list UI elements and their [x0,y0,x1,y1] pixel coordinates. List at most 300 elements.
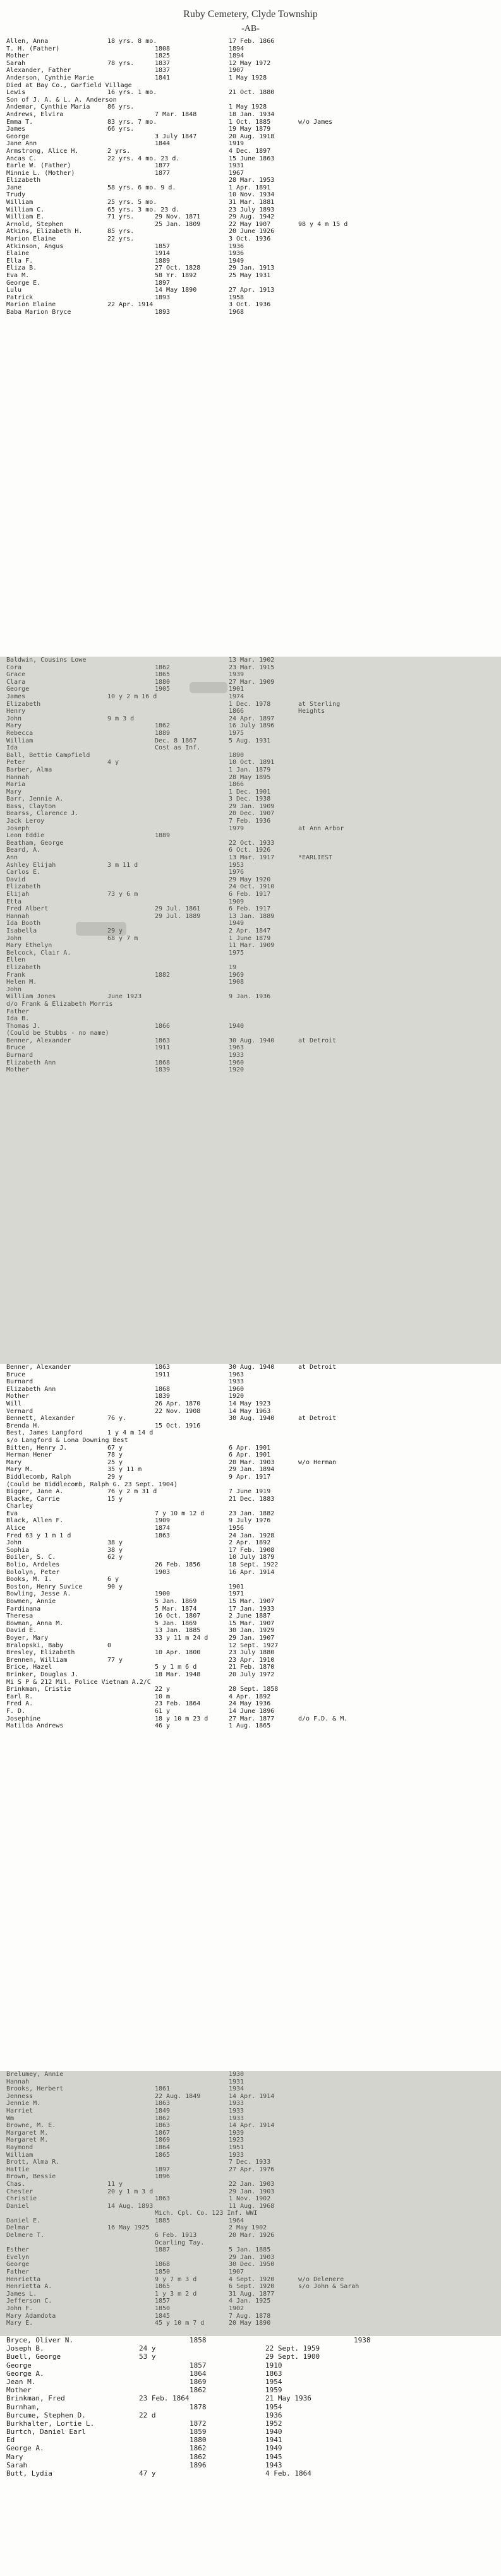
burial-record [0,1679,501,1686]
record-name: Biddlecomb, Ralph [6,1473,71,1481]
burial-record [0,250,501,258]
burial-record [0,715,501,723]
burial-record [0,1001,501,1008]
burial-record [0,2320,501,2327]
burial-record [0,766,501,774]
burial-record [0,744,501,752]
record-birth: 1859 [190,2428,207,2436]
burial-record [0,1437,501,1445]
record-name: Bigger, Jane A. [6,1488,64,1496]
burial-record [0,2078,501,2086]
burial-record [0,2173,501,2181]
record-name: Thomas J. [6,1022,41,1030]
record-birth: 10 m [155,1693,171,1700]
record-birth: 1865 [155,2151,171,2159]
burial-record [0,1052,501,1059]
record-name: F. D. [6,1707,26,1715]
record-age: 23 Feb. 1864 [139,2394,190,2403]
record-name: James L. [6,2290,37,2298]
record-name: Clara [6,678,26,686]
record-name: Benner, Alexander [6,1364,71,1371]
burial-record [0,2085,501,2093]
record-death: 1933 [229,2151,244,2159]
burial-record [0,1569,501,1577]
record-death: 1954 [265,2377,282,2386]
record-death: 1941 [265,2436,282,2445]
record-name: Elijah [6,891,30,898]
record-name: James [6,126,26,133]
burial-record [0,206,501,214]
record-death: 1901 [229,1583,244,1590]
record-birth: 5 y 1 m 6 d [155,1664,197,1671]
record-death: 5 Jan. 1885 [229,2246,271,2254]
record-name: George [6,2361,32,2370]
record-death: 1945 [265,2452,282,2461]
record-name: Jean M. [6,2377,36,2386]
burial-record [0,2246,501,2254]
burial-record [0,272,501,280]
record-death: 1976 [229,869,244,876]
record-death: 30 Dec. 1950 [229,2261,275,2269]
record-name: Atkins, Elizabeth H. [6,228,83,236]
record-name: David E. [6,1627,37,1635]
record-name: Frank [6,971,26,979]
record-birth: 1849 [155,2107,171,2114]
record-death: 28 Sept. 1858 [229,1686,279,1693]
record-name: Earl R. [6,1693,33,1700]
record-name: Peter [6,759,26,766]
record-name: Mary Ethelyn [6,942,52,950]
record-name: Raymond [6,2144,33,2151]
record-death: 31 Mar. 1881 [229,199,275,206]
record-birth: 1857 [155,2298,171,2305]
burial-record [0,1459,501,1467]
record-name: Fred Albert [6,905,49,913]
record-name: Bololyn, Peter [6,1568,60,1576]
record-name: Ella F. [6,257,33,265]
record-name: William Jones [6,993,56,1001]
record-birth: 1897 [155,279,171,287]
record-name: David [6,876,26,883]
record-name: Beard, A. [6,847,41,854]
burial-record [0,854,501,862]
record-death: 12 May 1972 [229,59,271,67]
record-death: 1 Nov. 1902 [229,2195,271,2203]
record-death: 19 [229,963,237,971]
record-death: 1968 [229,308,244,316]
record-name: Bennett, Alexander [6,1415,75,1422]
burial-record [0,1620,501,1628]
page-header [0,9,501,34]
record-birth: 1911 [155,1044,171,1052]
record-death: 1971 [229,1590,244,1598]
record-name: Burnard [6,1378,33,1386]
record-death: 1963 [229,1044,244,1052]
record-name: Boston, Henry Suvice [6,1583,83,1590]
record-birth: 9 y 7 m 3 d [155,2275,197,2283]
burial-record [0,1023,501,1030]
record-death: 1931 [229,2078,244,2085]
record-birth: 1857 [190,2361,207,2370]
burial-record [0,1408,501,1416]
burial-record [0,708,501,715]
burial-record [0,840,501,847]
record-name: Bruce [6,1371,26,1378]
burial-record [0,1561,501,1569]
burial-record [0,2137,501,2144]
record-age: 90 y [107,1583,123,1590]
record-name: Bass, Clayton [6,802,56,810]
burial-record [0,1700,501,1708]
record-death: 1951 [229,2144,244,2151]
burial-record [0,126,501,133]
record-name: Henrietta [6,2275,41,2283]
burial-record [0,1532,501,1540]
record-death: 1933 [229,2114,244,2122]
record-death: 1920 [229,1066,244,1074]
record-birth: 1839 [155,1393,171,1400]
record-death: 3 Dec. 1938 [229,796,271,803]
record-death: 2 June 1887 [229,1613,271,1620]
record-birth: 1889 [155,729,171,737]
burial-record [0,2130,501,2137]
record-birth: 1866 [155,1022,171,1030]
record-birth: 58 Yr. 1892 [155,272,197,279]
record-name: Marion Elaine [6,236,56,243]
record-birth: 1862 [190,2386,207,2395]
burial-record [0,2419,501,2428]
burial-record [0,1415,501,1422]
record-death: 1901 [229,686,244,693]
record-name: Ida Booth [6,920,41,927]
record-birth: Mich. Cpl. Co. 123 Inf. WWI [155,2210,258,2217]
record-death: 1936 [229,250,244,258]
record-death: 30 Aug. 1940 [229,1415,275,1422]
record-name: Bruce [6,1044,26,1052]
record-name: Vernard [6,1407,33,1415]
burial-record [0,2122,501,2130]
burial-record [0,671,501,679]
burial-record [0,1657,501,1664]
record-name: Mary Adamdota [6,2312,56,2320]
record-birth: 1861 [155,2085,171,2093]
record-birth: 1837 [155,67,171,75]
record-death: 10 Nov. 1934 [229,191,275,199]
record-name: Sarah [6,59,26,67]
record-death: 29 Jan. 1903 [229,2253,275,2261]
burial-record [0,177,501,184]
record-name: Fred 63 y 1 m 1 d [6,1532,71,1539]
record-death: 23 Apr. 1910 [229,1656,275,1664]
burial-record [0,52,501,60]
record-birth: 1880 [155,678,171,686]
record-age: 16 yrs. 1 mo. [107,89,157,97]
record-death: 24 Apr. 1897 [229,715,275,722]
record-name: Burcume, Stephen D. [6,2411,86,2419]
record-death: 1956 [229,1525,244,1532]
burial-record [0,1693,501,1701]
record-age: 14 Aug. 1893 [107,2202,154,2210]
burial-record [0,1496,501,1503]
record-death: 29 Jan. 1907 [229,1634,275,1642]
burial-record [0,950,501,957]
burial-record [0,964,501,972]
record-death: 27 Mar. 1909 [229,678,275,686]
record-name: Belcock, Clair A. [6,949,71,957]
record-death: 3 Oct. 1936 [229,301,271,309]
burial-record [0,1583,501,1591]
record-name: Fardinana [6,1605,41,1613]
record-age: 9 m 3 d [107,715,135,722]
record-birth: 7 y 10 m 12 d [155,1510,205,1517]
record-age: 4 y [107,759,119,766]
record-name: Anderson, Cynthie Marie [6,74,94,81]
record-death: 25 May 1931 [229,272,271,279]
burial-record [0,1466,501,1474]
record-birth: 10 Apr. 1800 [155,1649,201,1657]
burial-record [0,2210,501,2217]
record-death: 22 Sept. 1959 [265,2344,320,2353]
record-birth: 33 y 11 m 24 d [155,1634,208,1642]
record-name: Theresa [6,1613,33,1620]
burial-record [0,1386,501,1393]
burial-record [0,1422,501,1430]
record-birth: 61 y [155,1707,171,1715]
record-note: Heights [298,708,325,715]
record-death: 9 Apr. 1917 [229,1473,271,1481]
record-name: Atkinson, Angus [6,242,64,250]
burial-record [0,1015,501,1023]
record-death: 1940 [265,2428,282,2436]
burial-record [0,1664,501,1671]
record-death: 10 July 1879 [229,1554,275,1561]
record-name: Books, M. I. [6,1576,52,1583]
burial-record [0,60,501,68]
burial-record [0,883,501,891]
record-birth: 29 Nov. 1871 [155,213,201,221]
record-death: 4 Jan. 1925 [229,2298,271,2305]
record-age: 86 yrs. [107,104,135,111]
burial-record [0,2115,501,2123]
burial-record [0,686,501,693]
record-name: Bolio, Ardeles [6,1561,60,1569]
burial-record [0,2336,501,2344]
record-birth: 1858 [190,2336,207,2344]
burial-record [0,737,501,745]
record-name: Elizabeth Ann [6,1059,56,1066]
record-death: 7 Aug. 1878 [229,2312,271,2320]
record-name: Ida [6,744,18,752]
record-death: 20 Mar. 1903 [229,1458,275,1466]
record-name: Leon Eddie [6,832,45,840]
record-name: Mary [6,2452,23,2461]
record-note: at Detroit [298,1364,337,1371]
record-death: 1954 [265,2402,282,2411]
record-name: Mary [6,1458,22,1466]
burial-record [0,213,501,221]
burial-record [0,2071,501,2078]
record-birth: 1863 [155,2100,171,2108]
record-death: 1 Dec. 1901 [229,788,271,796]
record-name: Emma T. [6,118,33,126]
record-death: 1974 [229,693,244,700]
record-death: 1949 [229,920,244,927]
section-b-list [0,657,501,1364]
record-birth: 1903 [155,1568,171,1576]
record-note: w/o James [298,118,333,126]
burial-record [0,679,501,686]
record-death: 17 Jan. 1933 [229,1605,275,1613]
record-birth: 1869 [155,2137,171,2144]
page-subtitle: -AB- [241,24,260,33]
burial-record [0,2361,501,2370]
record-name: Daniel [6,2202,30,2210]
record-age: 22 yrs. [107,236,135,243]
record-death: 1939 [229,2129,244,2137]
record-name: Son of J. A. & L. A. Anderson [6,96,117,104]
record-death: 14 May 1923 [229,1400,271,1407]
record-death: 6 Apr. 1901 [229,1444,271,1452]
record-age: 65 yrs. 3 mo. 23 d. [107,206,180,213]
record-name: Elizabeth [6,700,41,708]
record-death: 29 May 1920 [229,876,271,883]
record-death: 29 Jan. 1903 [229,2188,275,2195]
record-birth: 1896 [190,2460,207,2469]
record-death: 1866 [229,708,244,715]
record-age: 68 y 7 m [107,934,138,942]
burial-record [0,730,501,737]
record-name: Cora [6,664,22,671]
record-name: Benner, Alexander [6,1037,71,1044]
record-name: Sophia [6,1546,30,1554]
record-age: 25 yrs. 5 mo. [107,199,157,206]
record-birth: 1914 [155,250,171,258]
burial-record [0,1037,501,1045]
burial-record [0,155,501,163]
burial-record [0,1613,501,1620]
record-death: 1953 [229,861,244,869]
record-name: Chester [6,2188,33,2195]
burial-record [0,1722,501,1730]
record-death: 1936 [265,2411,282,2419]
burial-record [0,104,501,111]
burial-record [0,2313,501,2320]
record-death: 9 July 1976 [229,1517,271,1525]
record-death: 22 May 1907 [229,220,271,228]
record-birth: 16 Oct. 1807 [155,1613,201,1620]
burial-record [0,913,501,921]
record-name: Mother [6,52,30,60]
burial-record [0,664,501,672]
burial-record [0,2108,501,2115]
burial-record [0,1364,501,1371]
record-name: John F. [6,2305,33,2312]
record-birth: 1862 [190,2444,207,2453]
burial-record [0,1371,501,1379]
record-death: 21 Oct. 1880 [229,89,275,97]
record-death: 1890 [229,751,244,759]
record-note: d/o F.D. & M. [298,1715,348,1722]
record-note: at Detroit [298,1037,337,1044]
record-age: 62 y [107,1554,123,1561]
record-death: 30 Aug. 1940 [229,1364,275,1371]
record-name: Will [6,1400,22,1407]
record-name: Brooks, Herbert [6,2085,64,2093]
record-birth: 22 Aug. 1849 [155,2092,201,2100]
burial-record [0,45,501,53]
record-name: Alexander, Father [6,67,71,75]
record-death: 29 Sept. 1900 [265,2352,320,2361]
record-death: 14 Apr. 1914 [229,2122,275,2130]
burial-record [0,2394,501,2402]
record-birth: 1862 [155,722,171,730]
record-death: 1902 [229,2305,244,2312]
record-age: 66 yrs. [107,126,135,133]
record-name: Maria [6,781,26,789]
record-name: Herman Hener [6,1452,52,1459]
burial-record [0,1503,501,1510]
record-birth: 1837 [155,59,171,67]
record-death: 28 Mar. 1953 [229,177,275,184]
record-name: William [6,2151,33,2159]
record-death: 1 Apr. 1891 [229,184,271,191]
burial-record [0,876,501,884]
burial-record [0,2352,501,2361]
record-death: 1939 [229,671,244,679]
burial-record [0,170,501,177]
burial-record [0,2261,501,2269]
burial-record [0,2269,501,2276]
record-age: 16 May 1925 [107,2224,150,2232]
record-death: 1894 [229,45,244,52]
record-note: *EARLIEST [298,854,333,862]
record-name: Hannah [6,2078,30,2085]
record-name: Ellen [6,957,26,964]
record-name: Minnie L. (Mother) [6,169,75,177]
burial-record [0,1686,501,1693]
burial-record [0,869,501,876]
record-age: 38 y [107,1539,123,1547]
record-death: 5 Aug. 1931 [229,737,271,744]
burial-record [0,2276,501,2284]
record-death: 20 Dec. 1907 [229,810,275,818]
record-death: 1 Aug. 1865 [229,1722,271,1730]
burial-record [0,89,501,97]
record-death: 1958 [229,294,244,301]
record-name: Mary E. [6,2320,33,2327]
burial-record [0,133,501,141]
record-death: 29 Jan. 1909 [229,802,275,810]
burial-record [0,2344,501,2352]
record-birth: 1900 [155,1590,171,1598]
record-name: Bowmen, Annie [6,1598,56,1605]
record-birth: 26 Apr. 1870 [155,1400,201,1407]
record-birth: 1909 [155,1517,171,1525]
record-birth: 1874 [155,1525,171,1532]
record-death: 1866 [229,781,244,789]
burial-record [0,898,501,906]
record-birth: Dec. 8 1867 [155,737,197,744]
record-death: 4 Sept. 1920 [229,2275,275,2283]
record-name: Joseph [6,825,30,832]
record-age: 76 y. [107,1415,127,1422]
record-death: 6 Feb. 1917 [229,891,271,898]
burial-record [0,1715,501,1723]
record-name: William [6,737,33,744]
record-birth: 1844 [155,140,171,148]
record-death: 22 Oct. 1933 [229,839,275,847]
record-age: 85 yrs. [107,228,135,236]
